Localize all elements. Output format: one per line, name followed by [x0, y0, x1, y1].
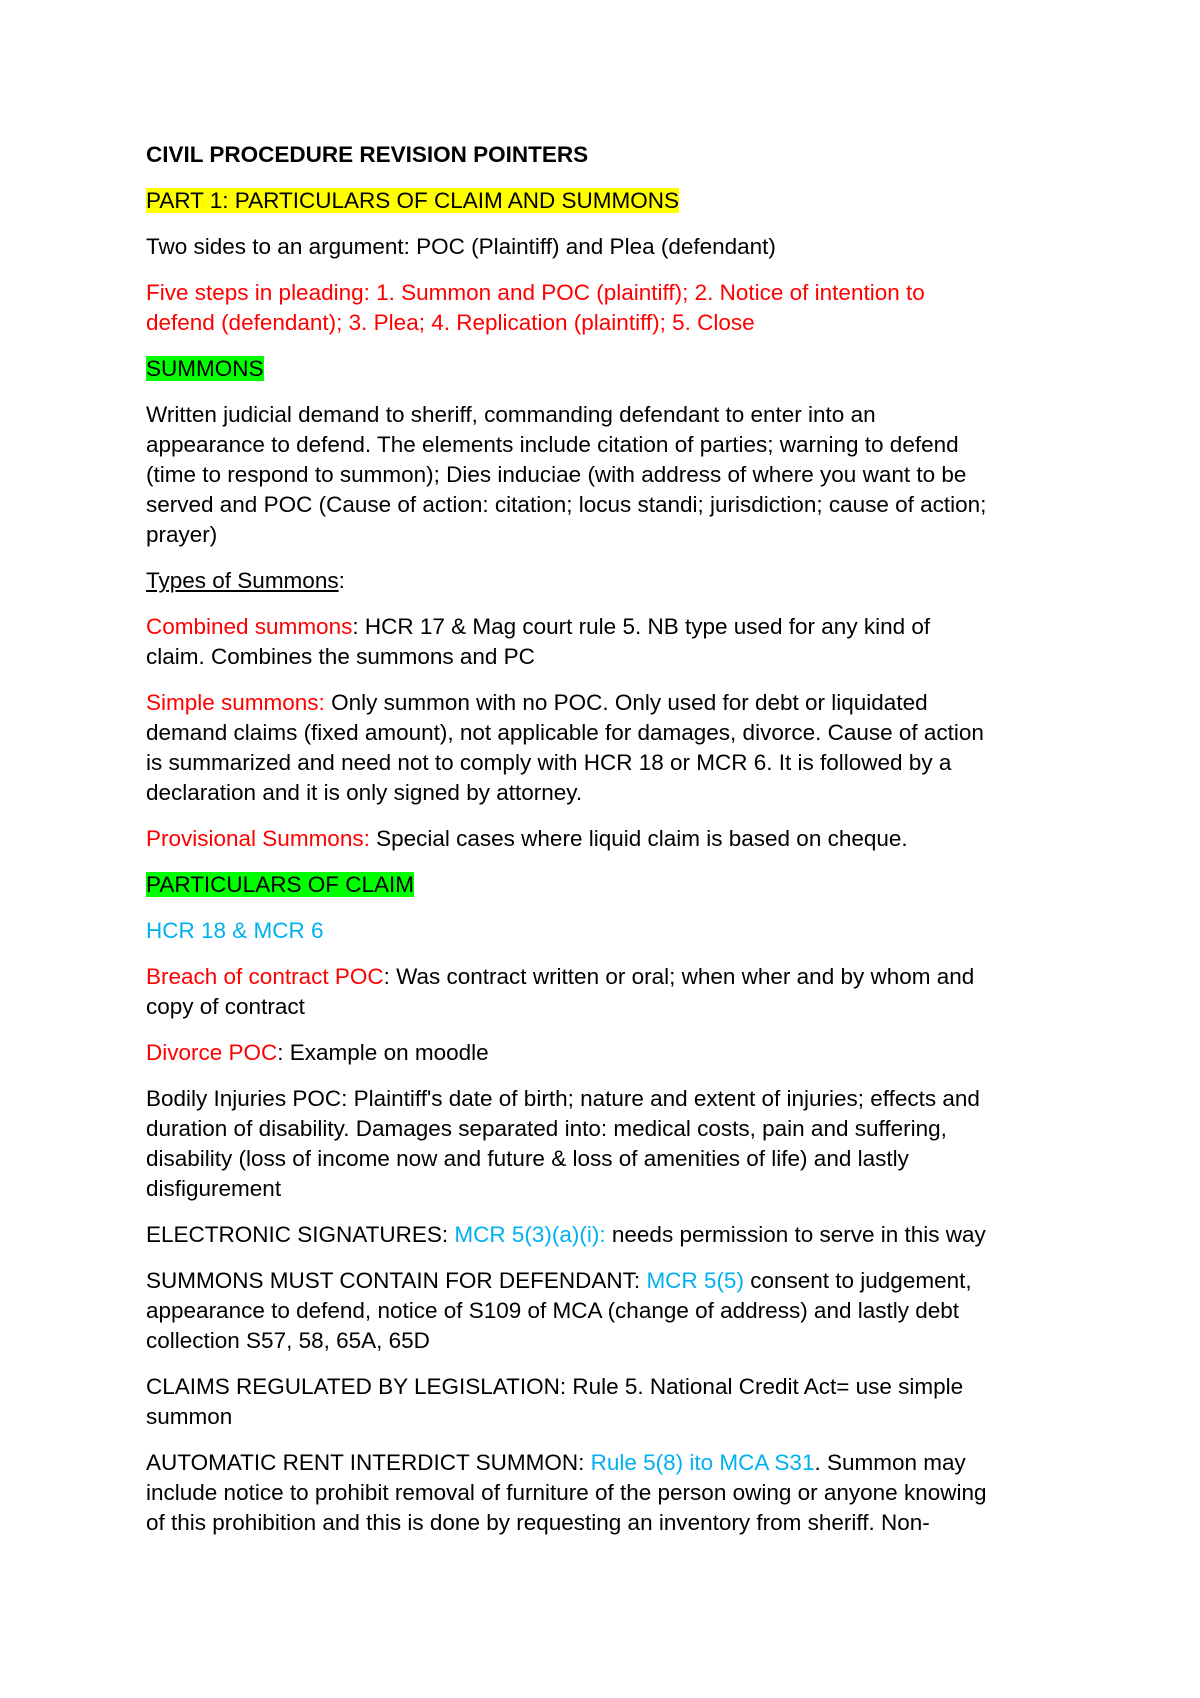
legislation-line-2: summon	[146, 1404, 233, 1429]
provisional-summons-text: Special cases where liquid claim is based on cheque.	[369, 826, 908, 851]
rent-prefix: AUTOMATIC RENT INTERDICT SUMMON:	[146, 1450, 591, 1475]
summons-def-line-1: Written judicial demand to sheriff, commanding defendant to enter into an	[146, 402, 876, 427]
poc-heading: PARTICULARS OF CLAIM	[146, 872, 414, 897]
simple-summons-text-3: is summarized and need not to comply with HCR 18 or MCR 6. It is followed by a	[146, 750, 952, 775]
electronic-rule: MCR 5(3)(a)(i):	[454, 1222, 606, 1247]
simple-summons-text-1: Only summon with no POC. Only used for debt or liquidated	[324, 690, 928, 715]
summons-def-line-5: prayer)	[146, 522, 218, 547]
summons-def-line-3: (time to respond to summon); Dies induciae (with address of where you want to be	[146, 462, 967, 487]
breach-paragraph	[146, 962, 1066, 1022]
rent-interdict-paragraph	[146, 1448, 1066, 1538]
bodily-line-2: duration of disability. Damages separated into: medical costs, pain and suffering,	[146, 1116, 947, 1141]
part1-heading-line	[146, 186, 1066, 216]
five-steps-paragraph	[146, 278, 1066, 338]
must-contain-prefix: SUMMONS MUST CONTAIN FOR DEFENDANT:	[146, 1268, 647, 1293]
bodily-line-4: disfigurement	[146, 1176, 282, 1201]
breach-text-2: copy of contract	[146, 994, 305, 1019]
bodily-injuries-paragraph	[146, 1084, 1066, 1204]
rent-text-3: of this prohibition and this is done by requesting an inventory from sheriff. Non-	[146, 1510, 930, 1535]
summons-heading: SUMMONS	[146, 356, 264, 381]
electronic-prefix: ELECTRONIC SIGNATURES:	[146, 1222, 455, 1247]
part1-heading: PART 1: PARTICULARS OF CLAIM AND SUMMONS	[146, 188, 680, 213]
types-of-summons-label: Types of Summons	[146, 568, 339, 593]
provisional-summons-label: Provisional Summons:	[146, 826, 370, 851]
types-of-summons-line	[146, 566, 1066, 596]
must-contain-rule: MCR 5(5)	[646, 1268, 744, 1293]
divorce-paragraph	[146, 1038, 1066, 1068]
rent-text-2: include notice to prohibit removal of furniture of the person owing or anyone knowing	[146, 1480, 987, 1505]
legislation-line-1: CLAIMS REGULATED BY LEGISLATION: Rule 5. National Credit Act= use simple	[146, 1374, 964, 1399]
bodily-line-3: disability (loss of income now and future & loss of amenities of life) and lastly	[146, 1146, 909, 1171]
breach-label: Breach of contract POC	[146, 964, 384, 989]
bodily-line-1: Bodily Injuries POC: Plaintiff's date of birth; nature and extent of injuries; effects and	[146, 1086, 980, 1111]
divorce-label: Divorce POC	[146, 1040, 278, 1065]
combined-summons-paragraph	[146, 612, 1066, 672]
simple-summons-paragraph	[146, 688, 1066, 808]
must-contain-text-2: appearance to defend, notice of S109 of MCA (change of address) and lastly debt	[146, 1298, 960, 1323]
document-title: CIVIL PROCEDURE REVISION POINTERS	[146, 142, 589, 167]
summons-definition-paragraph	[146, 400, 1066, 550]
must-contain-text-3: collection S57, 58, 65A, 65D	[146, 1328, 430, 1353]
combined-summons-label: Combined summons	[146, 614, 353, 639]
divorce-text: : Example on moodle	[277, 1040, 489, 1065]
must-contain-paragraph	[146, 1266, 1066, 1356]
two-sides-paragraph: Two sides to an argument: POC (Plaintiff) and Plea (defendant)	[146, 234, 776, 259]
poc-heading-line	[146, 870, 1066, 900]
document-page	[146, 140, 1066, 1554]
breach-text-1: : Was contract written or oral; when wher and by whom and	[383, 964, 975, 989]
summons-def-line-2: appearance to defend. The elements include citation of parties; warning to defend	[146, 432, 959, 457]
simple-summons-text-2: demand claims (fixed amount), not applicable for damages, divorce. Cause of action	[146, 720, 984, 745]
five-steps-line-1: Five steps in pleading: 1. Summon and POC (plaintiff); 2. Notice of intention to	[146, 280, 925, 305]
summons-heading-line	[146, 354, 1066, 384]
provisional-summons-paragraph	[146, 824, 1066, 854]
types-colon: :	[338, 568, 345, 593]
combined-summons-text-1: : HCR 17 & Mag court rule 5. NB type used for any kind of	[352, 614, 931, 639]
rent-text-1: . Summon may	[814, 1450, 966, 1475]
rent-rule: Rule 5(8) ito MCA S31	[590, 1450, 815, 1475]
legislation-paragraph	[146, 1372, 1066, 1432]
poc-rule: HCR 18 & MCR 6	[146, 918, 324, 943]
electronic-signatures-paragraph	[146, 1220, 1066, 1250]
summons-def-line-4: served and POC (Cause of action: citation; locus standi; jurisdiction; cause of action;	[146, 492, 987, 517]
electronic-text: needs permission to serve in this way	[605, 1222, 986, 1247]
simple-summons-label: Simple summons:	[146, 690, 325, 715]
combined-summons-text-2: claim. Combines the summons and PC	[146, 644, 535, 669]
simple-summons-text-4: declaration and it is only signed by attorney.	[146, 780, 583, 805]
must-contain-text-1: consent to judgement,	[743, 1268, 972, 1293]
five-steps-line-2: defend (defendant); 3. Plea; 4. Replication (plaintiff); 5. Close	[146, 310, 755, 335]
